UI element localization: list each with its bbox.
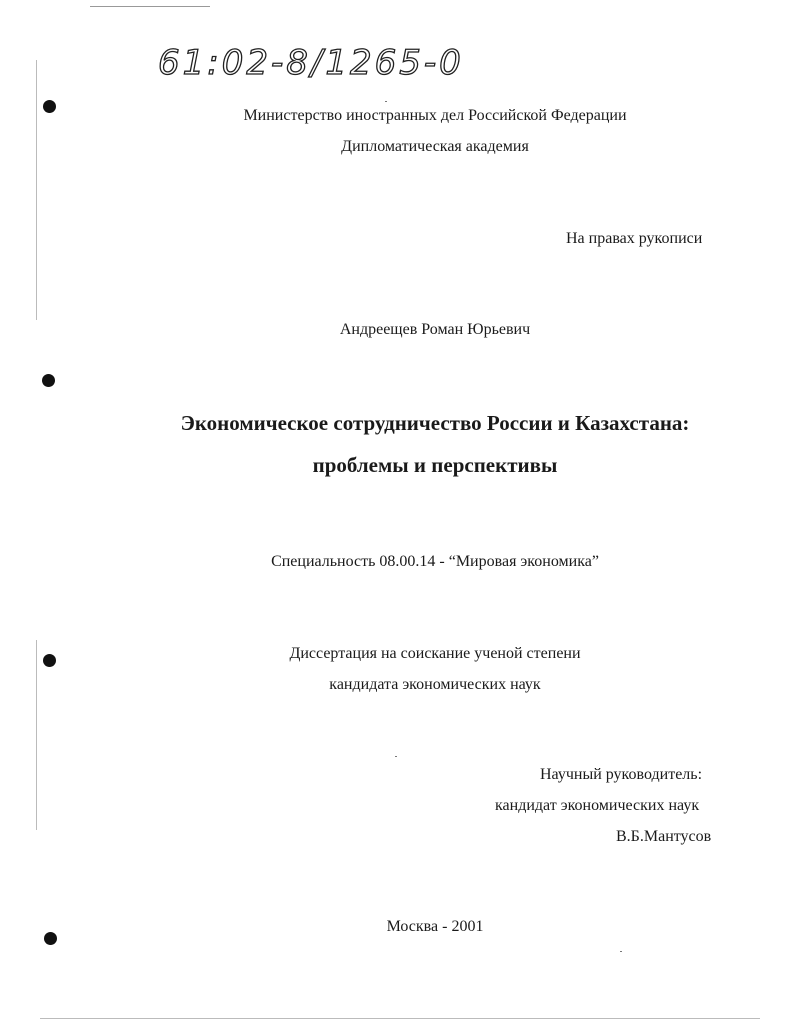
academy-name: Дипломатическая академия xyxy=(341,138,529,155)
supervisor-degree: кандидат экономических наук xyxy=(495,797,700,814)
dissertation-line1: Диссертация на соискание ученой степени xyxy=(289,645,581,662)
thesis-title-line1: Экономическое сотрудничество России и Казахстана: xyxy=(180,411,690,435)
scan-speck xyxy=(620,951,622,952)
scan-speck xyxy=(385,101,387,102)
ministry-name: Министерство иностранных дел Российской Федерации xyxy=(243,107,627,124)
handwritten-code-text: 61:02-8/1265-0 xyxy=(158,43,464,83)
author-name: Андреещев Роман Юрьевич xyxy=(339,321,531,338)
supervisor-name: В.Б.Мантусов xyxy=(616,828,712,845)
rights-note: На правах рукописи xyxy=(566,230,703,247)
specialty: Специальность 08.00.14 - “Мировая экономика” xyxy=(271,553,599,570)
punch-hole-mark xyxy=(42,374,55,387)
supervisor-label: Научный руководитель: xyxy=(540,766,703,783)
thesis-title-line2: проблемы и перспективы xyxy=(312,453,558,477)
scan-bottom-edge xyxy=(40,1018,760,1019)
scan-speck xyxy=(395,756,397,757)
scan-left-edge xyxy=(36,60,37,320)
dissertation-line2: кандидата экономических наук xyxy=(329,676,541,693)
handwritten-archive-code xyxy=(158,30,578,90)
scan-top-edge xyxy=(90,6,210,7)
city-year: Москва - 2001 xyxy=(386,918,484,935)
scan-left-edge-lower xyxy=(36,640,37,830)
